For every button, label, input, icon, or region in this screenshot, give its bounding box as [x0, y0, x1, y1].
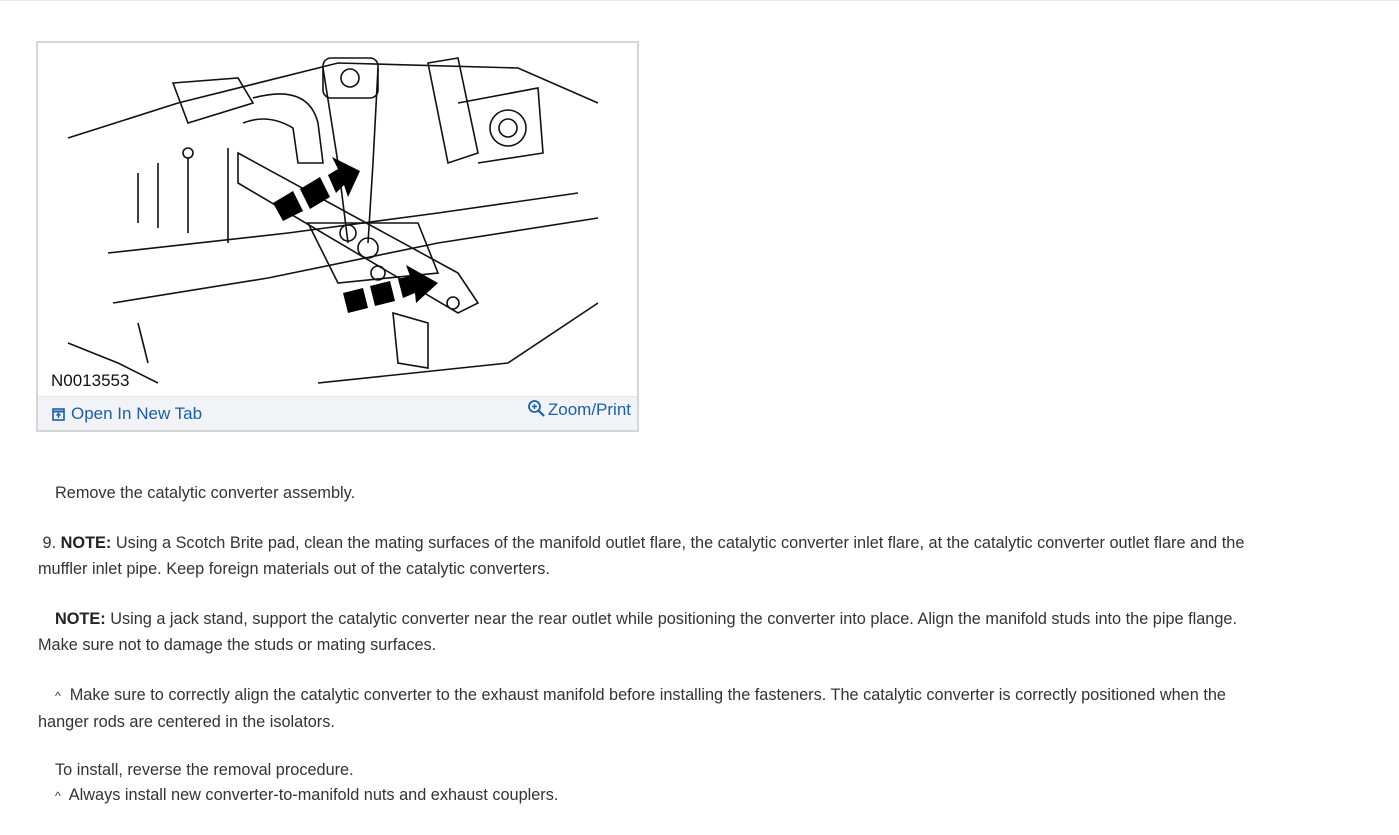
note-label: NOTE:	[55, 610, 106, 628]
figure-card	[36, 41, 639, 432]
exhaust-diagram-illustration	[38, 43, 637, 398]
bullet-text: Always install new converter-to-manifold nuts and exhaust couplers.	[68, 786, 559, 804]
open-new-tab-icon	[52, 408, 65, 421]
install-nuts-bullet	[55, 782, 1280, 809]
figure-id-label: N0013553	[51, 371, 130, 390]
bullet-caret: ^	[55, 789, 61, 803]
step-number: 9.	[42, 534, 57, 552]
bullet-caret: ^	[55, 689, 61, 703]
install-step: To install, reverse the removal procedure.	[55, 761, 354, 779]
step-remove-converter: Remove the catalytic converter assembly.	[55, 484, 356, 502]
top-divider	[0, 0, 1399, 1]
figure-toolbar	[38, 396, 637, 430]
open-in-new-tab-link[interactable]	[52, 404, 202, 424]
note-label: NOTE:	[60, 534, 112, 552]
bullet-text: Make sure to correctly align the catalytic converter to the exhaust manifold before installing the fasteners. The catalytic converter is correctly positioned when the hanger rods are centered in the isolators.	[38, 686, 1226, 731]
open-in-new-tab-label: Open In New Tab	[71, 404, 203, 423]
jack-stand-note	[38, 606, 1263, 658]
zoom-print-link[interactable]	[527, 400, 631, 420]
zoom-in-icon	[527, 399, 546, 418]
note-text: Using a Scotch Brite pad, clean the mating surfaces of the manifold outlet flare, the catalytic converter inlet flare, at the catalytic converter outlet flare and the muffler inlet pipe. Keep foreign materials out of the catalytic converters.	[38, 534, 1245, 578]
align-converter-bullet	[38, 682, 1263, 735]
step-9-note	[38, 530, 1263, 582]
note-text: Using a jack stand, support the catalytic converter near the rear outlet while positioning the converter into place. Align the manifold studs into the pipe flange. Make sure not to damage the studs or mating surfaces.	[38, 610, 1237, 654]
zoom-print-label: Zoom/Print	[547, 400, 631, 419]
